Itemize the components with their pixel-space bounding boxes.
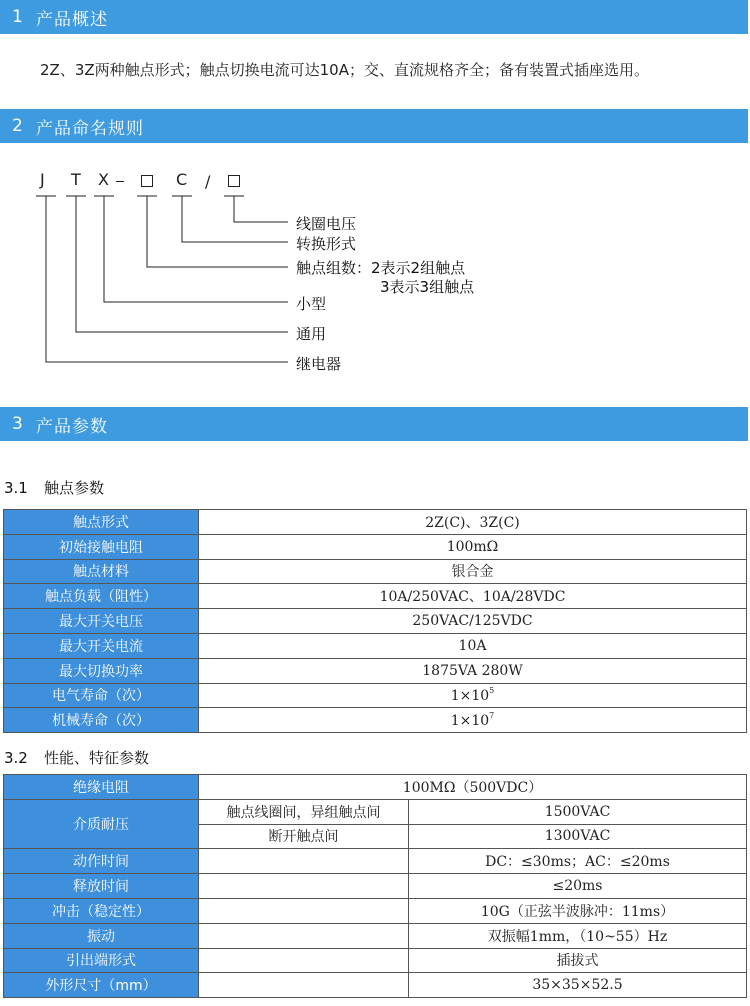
value-base: 1×10 xyxy=(450,688,490,705)
row-value: 插拔式 xyxy=(409,948,747,973)
table-row xyxy=(4,683,747,708)
row-value: 1875VA 280W xyxy=(199,658,747,683)
overview-text: 2Z、3Z两种触点形式；触点切换电流可达10A；交、直流规格齐全；备有装置式插座选用。 xyxy=(40,61,649,79)
label-conversion-form: 转换形式 xyxy=(296,235,357,253)
section-number: 2 xyxy=(12,116,23,136)
table-row xyxy=(4,775,747,800)
subsection-title: 性能、特征参数 xyxy=(44,749,150,767)
row-empty xyxy=(199,849,409,874)
contact-params-table xyxy=(3,509,747,733)
row-empty xyxy=(199,898,409,923)
row-empty xyxy=(199,874,409,899)
row-value: 10A xyxy=(199,633,747,658)
row-label: 绝缘电阻 xyxy=(4,775,199,800)
row-empty xyxy=(199,973,409,998)
row-value: 10G（正弦半波脉冲：11ms） xyxy=(409,898,747,923)
row-label: 机械寿命（次） xyxy=(4,708,199,733)
row-label: 触点负载（阻性） xyxy=(4,584,199,609)
value-exponent: 5 xyxy=(489,686,495,696)
section-number: 1 xyxy=(12,7,23,27)
code-slash: / xyxy=(205,172,211,191)
section-header-params xyxy=(0,407,748,441)
row-value: 100MΩ（500VDC） xyxy=(199,775,747,800)
row-label: 触点材料 xyxy=(4,559,199,584)
table-row xyxy=(4,923,747,948)
table-row xyxy=(4,534,747,559)
table-row xyxy=(4,559,747,584)
table-row xyxy=(4,973,747,998)
row-value: 银合金 xyxy=(199,559,747,584)
label-small: 小型 xyxy=(296,295,327,313)
row-value: 250VAC/125VDC xyxy=(199,609,747,634)
subsection-title: 触点参数 xyxy=(44,479,105,497)
row-label: 外形尺寸（mm） xyxy=(4,973,199,998)
code-letter-x: X xyxy=(98,170,109,189)
row-sublabel: 断开触点间 xyxy=(199,824,409,849)
table-row xyxy=(4,948,747,973)
code-letter-t: T xyxy=(71,170,81,189)
row-value: 双振幅1mm，（10~55）Hz xyxy=(409,923,747,948)
table-row xyxy=(4,510,747,535)
code-letter-j: J xyxy=(40,170,45,189)
naming-connector-lines xyxy=(0,0,750,400)
row-value: 1300VAC xyxy=(409,824,747,849)
table-row xyxy=(4,898,747,923)
label-relay: 继电器 xyxy=(296,355,342,373)
row-label: 动作时间 xyxy=(4,849,199,874)
section-title: 产品参数 xyxy=(36,416,108,437)
table-row xyxy=(4,708,747,733)
value-exponent: 7 xyxy=(489,711,495,721)
row-label: 最大切换功率 xyxy=(4,658,199,683)
code-letter-c: C xyxy=(176,170,188,189)
table-row xyxy=(4,584,747,609)
table-row xyxy=(4,633,747,658)
row-value: 1500VAC xyxy=(409,799,747,824)
row-value: DC：≤30ms；AC：≤20ms xyxy=(409,849,747,874)
table-row xyxy=(4,658,747,683)
value-base: 1×10 xyxy=(450,713,490,730)
subsection-number: 3.1 xyxy=(4,479,28,497)
row-value xyxy=(199,683,747,708)
performance-params-table xyxy=(3,774,747,998)
label-coil-voltage: 线圈电压 xyxy=(296,215,357,233)
row-label: 最大开关电流 xyxy=(4,633,199,658)
row-value: 35×35×52.5 xyxy=(409,973,747,998)
row-sublabel: 触点线圈间，异组触点间 xyxy=(199,799,409,824)
table-row xyxy=(4,849,747,874)
row-label: 振动 xyxy=(4,923,199,948)
subsection-performance-params xyxy=(4,747,149,768)
table-row xyxy=(4,799,747,824)
row-label: 电气寿命（次） xyxy=(4,683,199,708)
row-empty xyxy=(199,923,409,948)
subsection-number: 3.2 xyxy=(4,749,28,767)
row-value: 100mΩ xyxy=(199,534,747,559)
row-label: 触点形式 xyxy=(4,510,199,535)
label-contact-groups-3: 3表示3组触点 xyxy=(380,278,475,296)
label-general: 通用 xyxy=(296,325,327,343)
row-value: 2Z(C)、3Z(C) xyxy=(199,510,747,535)
row-value: ≤20ms xyxy=(409,874,747,899)
subsection-contact-params xyxy=(4,477,104,498)
table-row xyxy=(4,874,747,899)
row-label: 最大开关电压 xyxy=(4,609,199,634)
row-label: 引出端形式 xyxy=(4,948,199,973)
row-value: 10A/250VAC、10A/28VDC xyxy=(199,584,747,609)
row-label: 冲击（稳定性） xyxy=(4,898,199,923)
section-title: 产品命名规则 xyxy=(36,118,144,139)
table-row xyxy=(4,609,747,634)
section-number: 3 xyxy=(12,414,23,434)
row-label: 初始接触电阻 xyxy=(4,534,199,559)
row-empty xyxy=(199,948,409,973)
row-label: 介质耐压 xyxy=(4,799,199,849)
label-contact-groups: 触点组数：2表示2组触点 xyxy=(296,259,466,277)
row-label: 释放时间 xyxy=(4,874,199,899)
row-value xyxy=(199,708,747,733)
section-title: 产品概述 xyxy=(36,9,108,30)
